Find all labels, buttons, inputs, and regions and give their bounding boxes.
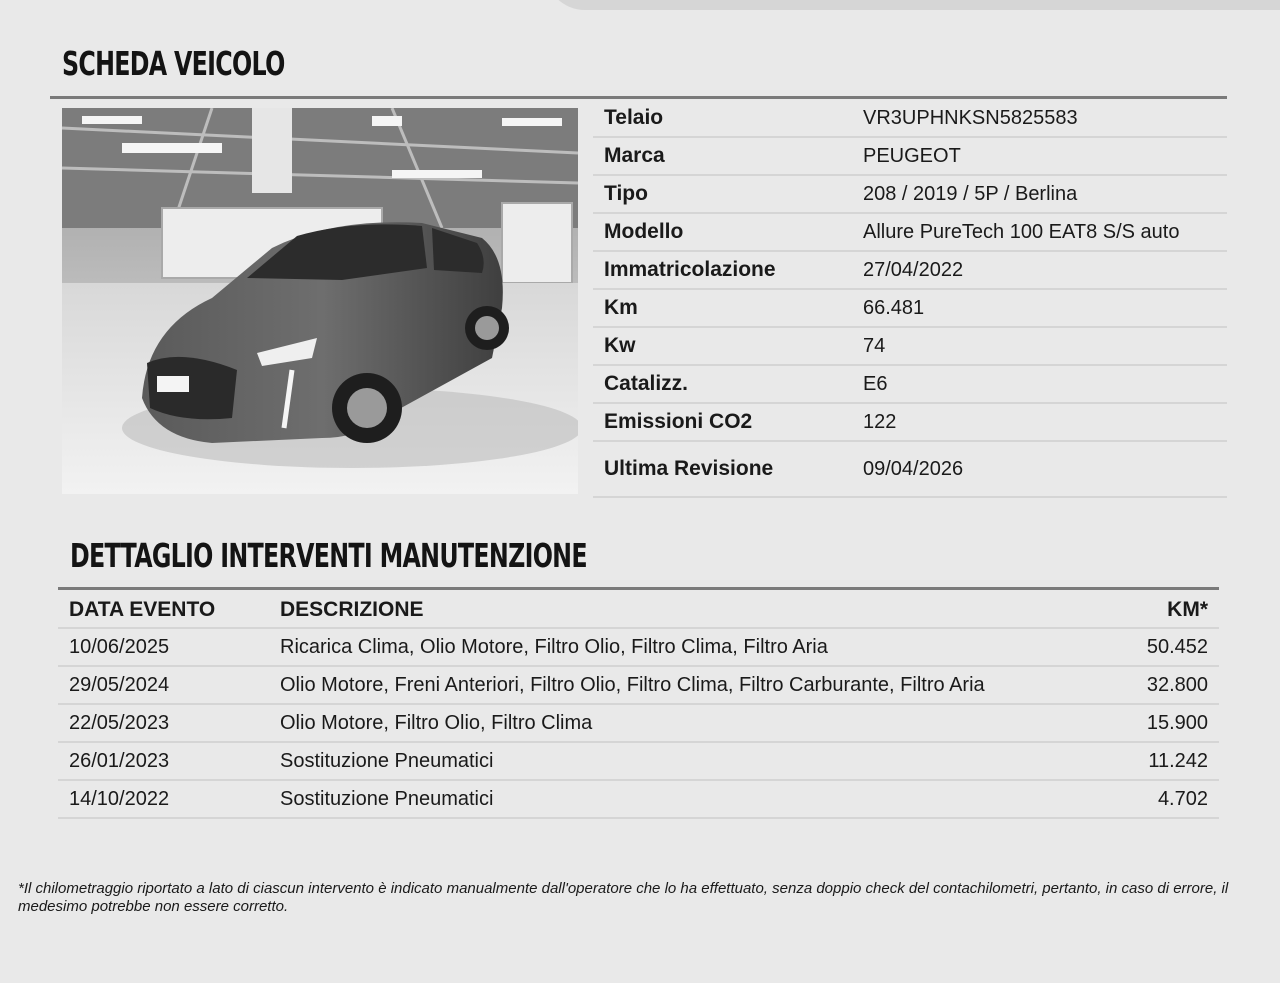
section-title-maintenance: DETTAGLIO INTERVENTI MANUTENZIONE bbox=[70, 536, 587, 575]
spec-label: Tipo bbox=[604, 182, 648, 205]
table-row bbox=[58, 742, 1219, 780]
cell-date: 29/05/2024 bbox=[58, 666, 269, 704]
cell-date: 10/06/2025 bbox=[58, 628, 269, 666]
divider bbox=[58, 587, 1219, 590]
spec-row-revisione bbox=[593, 442, 1227, 498]
divider bbox=[50, 96, 1227, 99]
spec-label: Emissioni CO2 bbox=[604, 410, 753, 433]
cell-km: 4.702 bbox=[1099, 780, 1219, 818]
cell-km: 15.900 bbox=[1099, 704, 1219, 742]
table-header-row bbox=[58, 592, 1219, 628]
footnote: *Il chilometraggio riportato a lato di ciascun intervento è indicato manualmente dall'operatore che lo ha effettuato, senza doppio check del contachilometri, pertanto, in caso di errore, il medesimo potrebbe non essere corretto. bbox=[18, 880, 1229, 915]
spec-row-tipo bbox=[593, 176, 1227, 214]
spec-value: PEUGEOT bbox=[863, 144, 961, 167]
spec-value: E6 bbox=[863, 372, 888, 395]
spec-label: Modello bbox=[604, 220, 684, 243]
spec-label: Kw bbox=[604, 334, 636, 357]
spec-label: Marca bbox=[604, 144, 665, 167]
cell-km: 50.452 bbox=[1099, 628, 1219, 666]
header-date: DATA EVENTO bbox=[69, 597, 216, 621]
table-row bbox=[58, 628, 1219, 666]
cell-km: 11.242 bbox=[1099, 742, 1219, 780]
cell-date: 22/05/2023 bbox=[58, 704, 269, 742]
spec-row-marca bbox=[593, 138, 1227, 176]
spec-value: 27/04/2022 bbox=[863, 258, 964, 281]
spec-value: 208 / 2019 / 5P / Berlina bbox=[863, 182, 1078, 205]
section-title-vehicle: SCHEDA VEICOLO bbox=[62, 44, 285, 83]
header-km: KM* bbox=[1167, 597, 1208, 621]
cell-description: Olio Motore, Filtro Olio, Filtro Clima bbox=[269, 704, 1099, 742]
spec-value: 09/04/2026 bbox=[863, 457, 964, 480]
vehicle-spec-table bbox=[593, 100, 1227, 498]
spec-row-emissioni bbox=[593, 404, 1227, 442]
spec-value: VR3UPHNKSN5825583 bbox=[863, 106, 1078, 129]
spec-value: 74 bbox=[863, 334, 886, 357]
spec-row-kw bbox=[593, 328, 1227, 366]
spec-label: Km bbox=[604, 296, 638, 319]
cell-description: Sostituzione Pneumatici bbox=[269, 742, 1099, 780]
spec-label: Telaio bbox=[604, 106, 664, 129]
vehicle-photo bbox=[62, 108, 578, 494]
cell-description: Sostituzione Pneumatici bbox=[269, 780, 1099, 818]
spec-label: Immatricolazione bbox=[604, 258, 776, 281]
spec-row-catalizz bbox=[593, 366, 1227, 404]
spec-value: 122 bbox=[863, 410, 897, 433]
cell-description: Olio Motore, Freni Anteriori, Filtro Olio, Filtro Clima, Filtro Carburante, Filtro Aria bbox=[269, 666, 1099, 704]
spec-row-km bbox=[593, 290, 1227, 328]
table-row bbox=[58, 704, 1219, 742]
spec-value: Allure PureTech 100 EAT8 S/S auto bbox=[863, 220, 1180, 243]
table-row bbox=[58, 780, 1219, 818]
cell-date: 14/10/2022 bbox=[58, 780, 269, 818]
spec-row-telaio bbox=[593, 100, 1227, 138]
spec-row-immatricolazione bbox=[593, 252, 1227, 290]
top-tab-decoration bbox=[545, 0, 1280, 10]
cell-km: 32.800 bbox=[1099, 666, 1219, 704]
spec-row-modello bbox=[593, 214, 1227, 252]
header-description: DESCRIZIONE bbox=[280, 597, 424, 621]
maintenance-table bbox=[58, 592, 1219, 819]
spec-label: Catalizz. bbox=[604, 372, 689, 395]
cell-description: Ricarica Clima, Olio Motore, Filtro Olio, Filtro Clima, Filtro Aria bbox=[269, 628, 1099, 666]
cell-date: 26/01/2023 bbox=[58, 742, 269, 780]
spec-label: Ultima Revisione bbox=[604, 457, 774, 480]
table-row bbox=[58, 666, 1219, 704]
spec-value: 66.481 bbox=[863, 296, 925, 319]
